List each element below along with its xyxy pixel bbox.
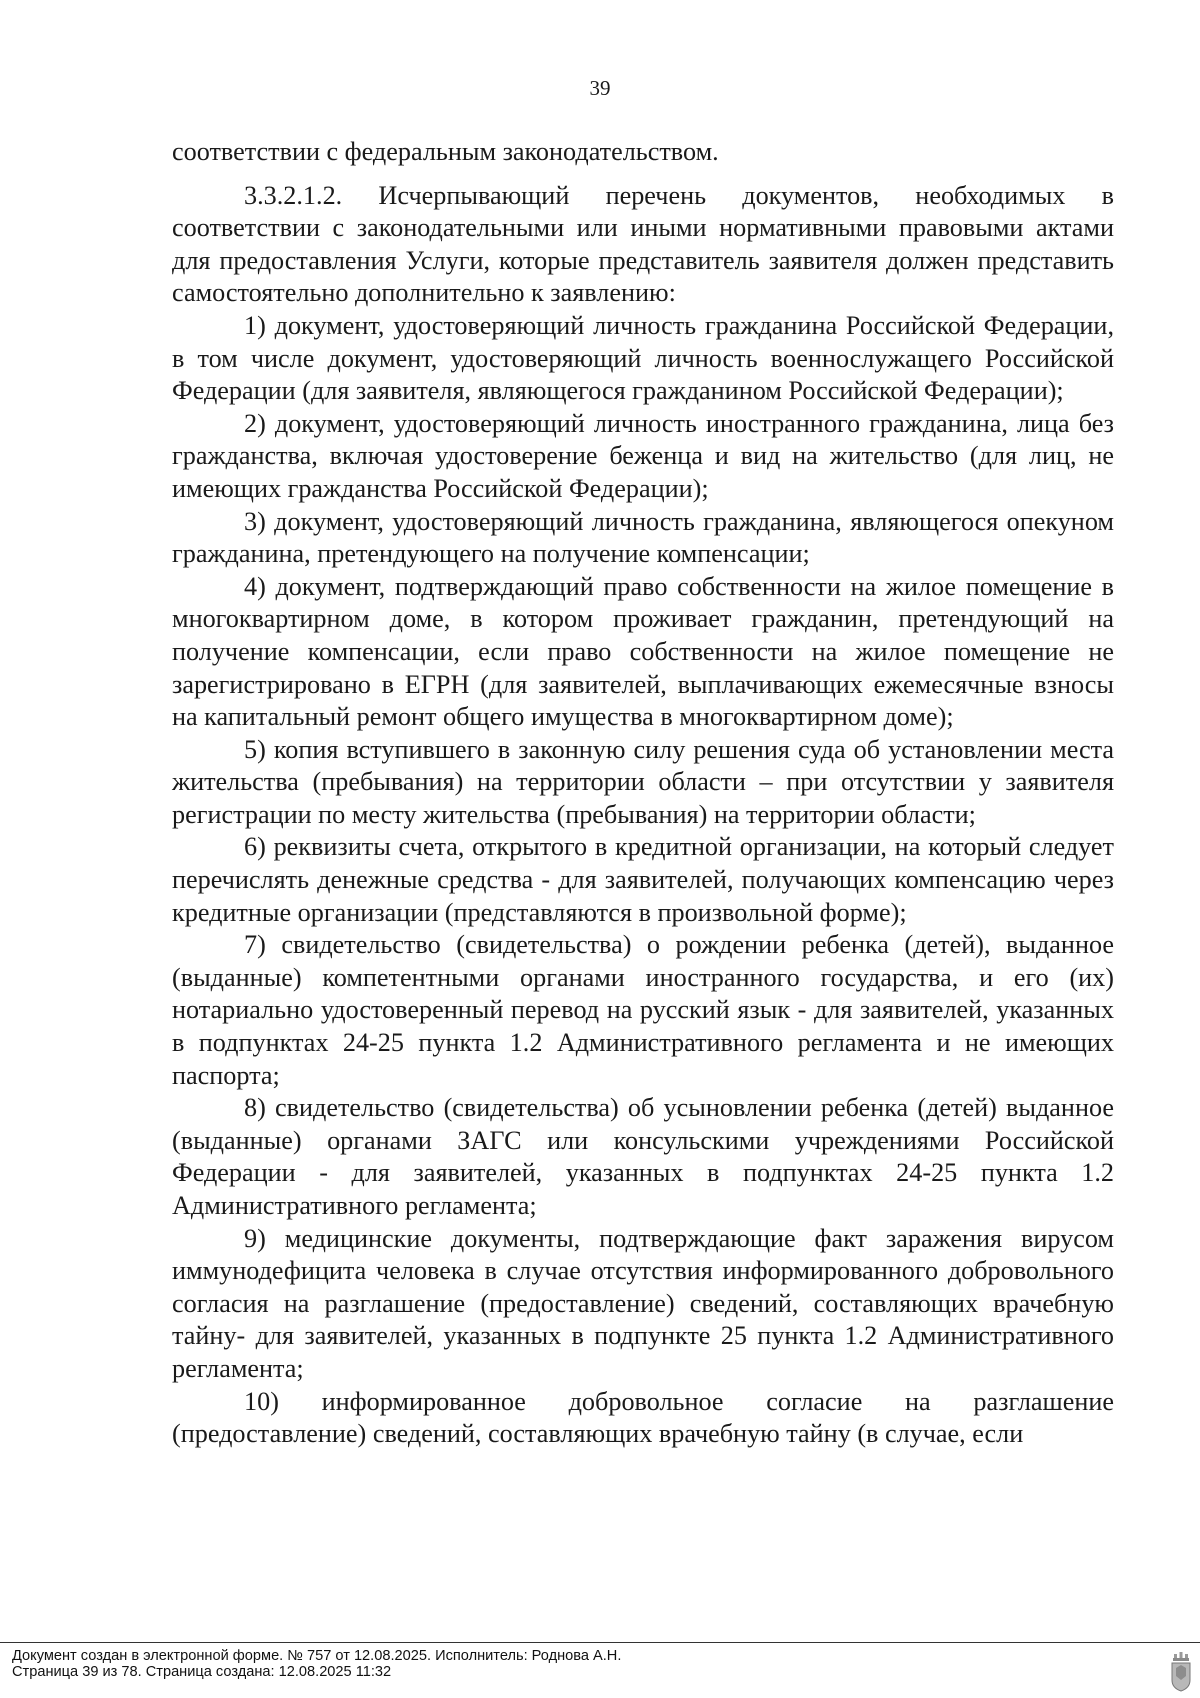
list-item: 8) свидетельство (свидетельства) об усыновлении ребенка (детей) выданное (выданные) органами ЗАГС или консульскими учреждениями Российской Федерации - для заявителей, указанных в подпунктах 24-25 пункта 1.2 Административного регламента;: [172, 1093, 1114, 1220]
continuation-line: соответствии с федеральным законодательством.: [172, 137, 719, 166]
document-footer: [12, 1648, 621, 1680]
list-item: 3) документ, удостоверяющий личность гражданина, являющегося опекуном гражданина, претендующего на получение компенсации;: [172, 506, 1114, 569]
list-item: 5) копия вступившего в законную силу решения суда об установлении места жительства (пребывания) на территории области – при отсутствии у заявителя регистрации по месту жительства (пребывания) на территории области;: [172, 734, 1114, 829]
footer-divider: [0, 1642, 1200, 1643]
page-number: 39: [589, 76, 611, 100]
footer-page-info: Страница 39 из 78. Страница создана: 12.08.2025 11:32: [12, 1664, 392, 1680]
list-item: 4) документ, подтверждающий право собственности на жилое помещение в многоквартирном доме, в котором проживает гражданин, претендующий на получение компенсации, если право собственности на жилое помещение не зарегистрировано в ЕГРН (для заявителей, выплачивающих ежемесячные взносы на капитальный ремонт общего имущества в многоквартирном доме);: [172, 571, 1114, 732]
list-item: 2) документ, удостоверяющий личность иностранного гражданина, лица без гражданства, включая удостоверение беженца и вид на жительство (для лиц, не имеющих гражданства Российской Федерации);: [172, 408, 1114, 503]
list-item: 7) свидетельство (свидетельства) о рождении ребенка (детей), выданное (выданные) компетентными органами иностранного государства, и его (их) нотариально удостоверенный перевод на русский язык - для заявителей, указанных в подпунктах 24-25 пункта 1.2 Административного регламента и не имеющих паспорта;: [172, 930, 1114, 1090]
list-item: 6) реквизиты счета, открытого в кредитной организации, на который следует перечислять денежные средства - для заявителей, получающих компенсацию через кредитные организации (представляются в произвольной форме);: [172, 832, 1114, 927]
list-item: 1) документ, удостоверяющий личность гражданина Российской Федерации, в том числе документ, удостоверяющий личность военнослужащего Российской Федерации (для заявителя, являющегося гражданином Российской Федерации);: [172, 310, 1114, 406]
footer-document-info: Документ создан в электронной форме. № 757 от 12.08.2025. Исполнитель: Роднова А.Н.: [12, 1648, 622, 1664]
section-heading-paragraph: 3.3.2.1.2. Исчерпывающий перечень документов, необходимых в соответствии с законодательными или иными нормативными правовыми актами для предоставления Услуги, которые представитель заявителя должен представить самостоятельно дополнительно к заявлению:: [172, 180, 1114, 308]
document-body: [172, 136, 1114, 1451]
coat-of-arms-icon: [1170, 1652, 1192, 1692]
list-item: 10) информированное добровольное согласие на разглашение (предоставление) сведений, составляющих врачебную тайну (в случае, если: [172, 1386, 1114, 1449]
list-item: 9) медицинские документы, подтверждающие факт заражения вирусом иммунодефицита человека в случае отсутствия информированного добровольного согласия на разглашение (предоставление) сведений, составляющих врачебную тайну- для заявителей, указанных в подпункте 25 пункта 1.2 Административного регламента;: [172, 1223, 1114, 1383]
